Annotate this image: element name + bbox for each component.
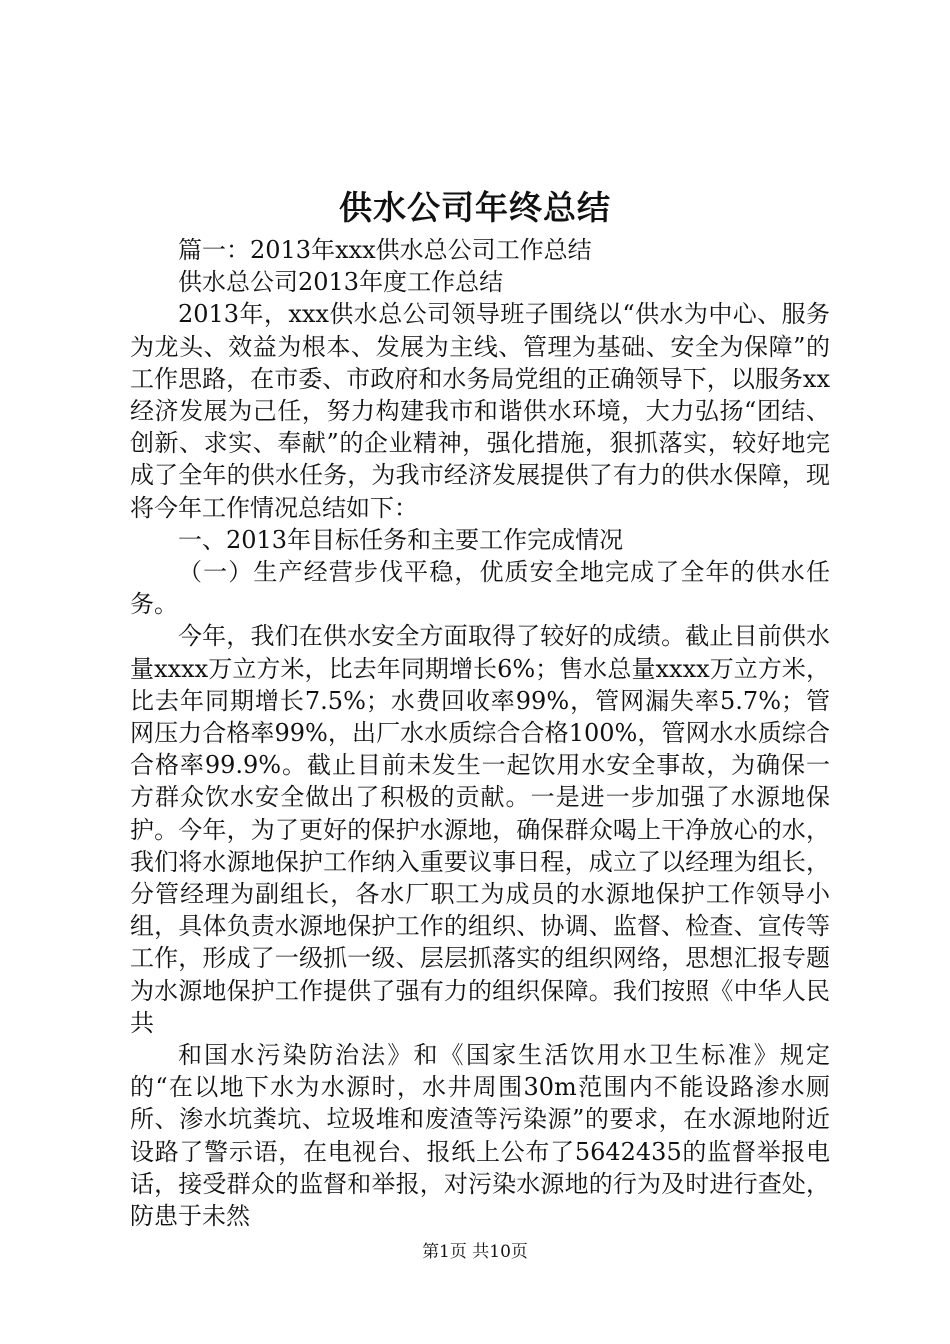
paragraph-section-heading: 篇一：2013年xxx供水总公司工作总结 [178,236,592,264]
document-title: 供水公司年终总结 [339,188,611,227]
page-footer: 第1页 共10页 [422,1242,528,1262]
document-body [130,234,830,1232]
paragraph-subtitle: 供水总公司2013年度工作总结 [178,268,504,297]
paragraph-intro: 2013年，xxx供水总公司领导班子围绕以“供水为中心、服务为龙头、效益为根本、发展为主线、管理为基础、安全为保障”的工作思路，在市委、市政府和水务局党组的正确领导下，以服务xx经济发展为己任，努力构建我市和谐供水环境，大力弘扬“团结、创新、求实、奉献”的企业精神，强化措施，狠抓落实，较好地完成了全年的供水任务，为我市经济发展提供了有力的供水保障，现将今年工作情况总结如下： [130,300,830,522]
paragraph-heading-1-1: （一）生产经营步伐平稳，优质安全地完成了全年的供水任务。 [130,558,830,619]
paragraph-body-2: 和国水污染防治法》和《国家生活饮用水卫生标准》规定的“在以地下水为水源时，水井周围30m范围内不能设路渗水厕所、渗水坑粪坑、垃圾堆和废渣等污染源”的要求，在水源地附近设路了警示语，在电视台、报纸上公布了5642435的监督举报电话，接受群众的监督和举报，对污染水源地的行为及时进行查处，防患于未然 [130,1041,830,1231]
paragraph-heading-1: 一、2013年目标任务和主要工作完成情况 [178,525,624,554]
paragraph-body-1: 今年，我们在供水安全方面取得了较好的成绩。截止目前供水量xxxx万立方米，比去年同期增长6%；售水总量xxxx万立方米，比去年同期增长7.5%；水费回收率99%，管网漏失率5.7%；管网压力合格率99%，出厂水水质综合合格100%，管网水水质综合合格率99.9%。截止目前未发生一起饮用水安全事故，为确保一方群众饮水安全做出了积极的贡献。一是进一步加强了水源地保护。今年，为了更好的保护水源地，确保群众喝上干净放心的水，我们将水源地保护工作纳入重要议事日程，成立了以经理为组长，分管经理为副组长，各水厂职工为成员的水源地保护工作领导小组，具体负责水源地保护工作的组织、协调、监督、检查、宣传等工作，形成了一级抓一级、层层抓落实的组织网络，思想汇报专题为水源地保护工作提供了强有力的组织保障。我们按照《中华人民共 [130,622,830,1037]
